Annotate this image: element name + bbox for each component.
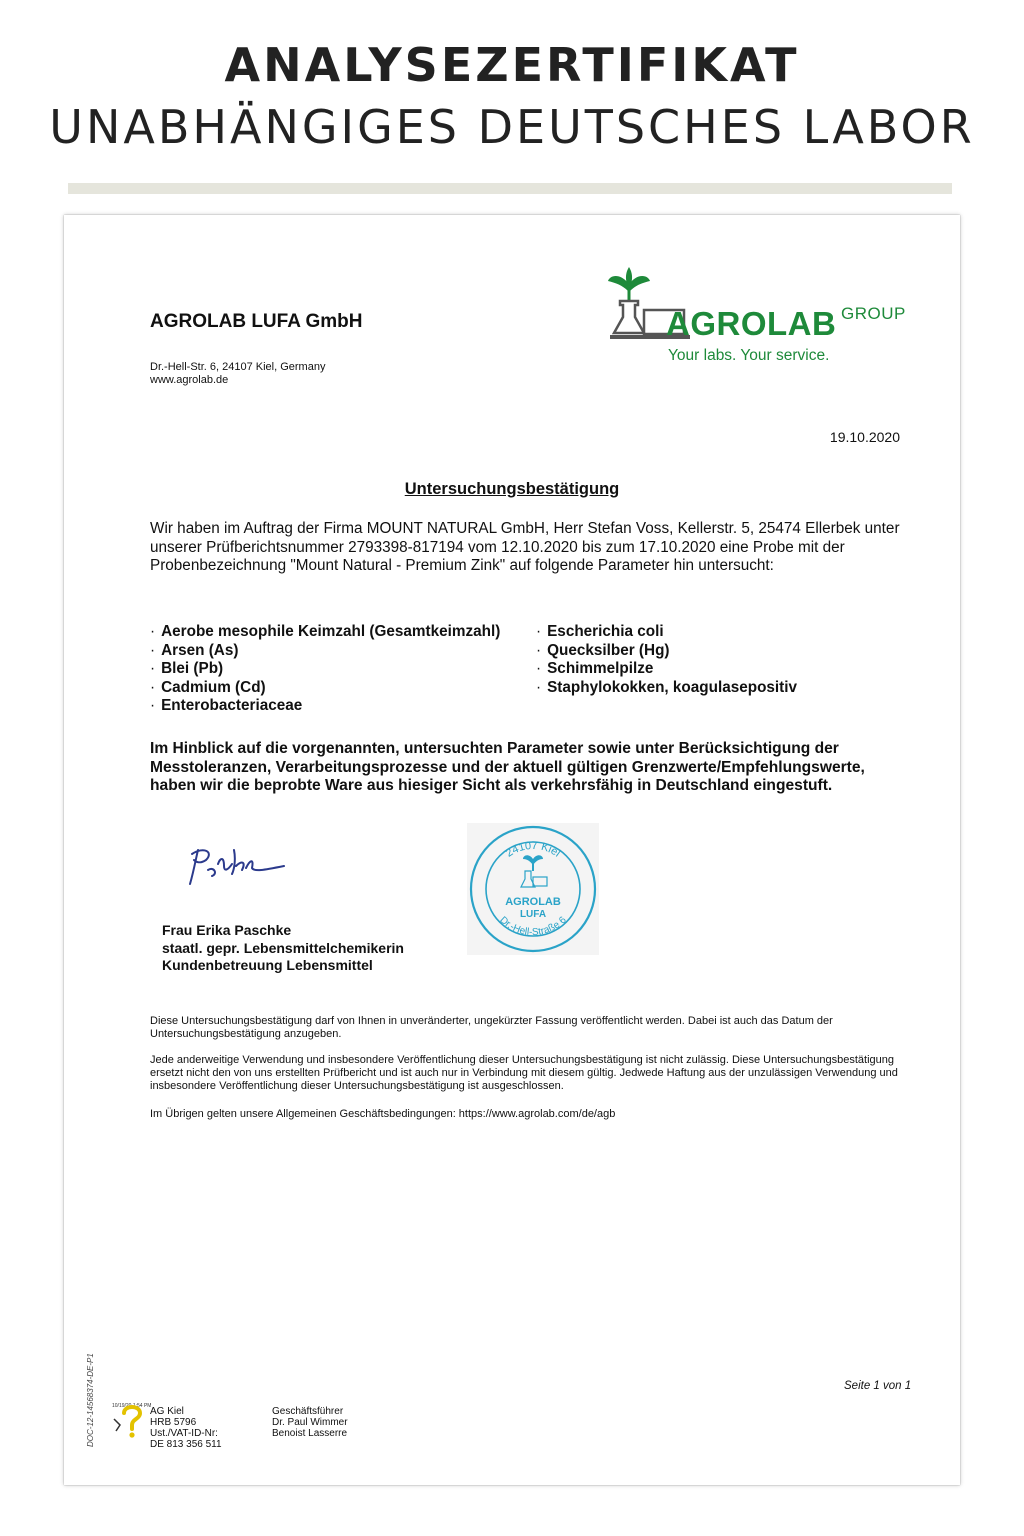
list-item: · Schimmelpilze: [536, 660, 654, 677]
lab-address: [150, 361, 325, 387]
lab-stamp: [467, 823, 599, 955]
logo-group-label: GROUP: [841, 304, 906, 323]
banner-subtitle: UNABHÄNGIGES DEUTSCHES LABOR: [49, 100, 975, 154]
page-number: Seite 1 von 1: [844, 1380, 912, 1392]
list-item: · Blei (Pb): [150, 660, 224, 677]
fineprint-terms: Im Übrigen gelten unsere Allgemeinen Geschäftsbedingungen: https://www.agrolab.com/de/agb: [150, 1108, 616, 1120]
bullet-icon: ·: [150, 641, 156, 659]
signer-block: [162, 922, 404, 975]
list-item: · Enterobacteriaceae: [150, 697, 303, 714]
list-item: · Cadmium (Cd): [150, 678, 266, 696]
document-heading: Untersuchungsbestätigung: [404, 480, 620, 498]
bullet-icon: ·: [536, 641, 542, 659]
list-item: · Staphylokokken, koagulasepositiv: [536, 678, 798, 696]
stamp-center-line2: LUFA: [519, 909, 547, 920]
bullet-icon: ·: [536, 623, 542, 640]
stamp-top-text: 24107 Kiel: [503, 839, 563, 860]
certificate-page: [64, 215, 960, 1485]
bullet-icon: ·: [536, 660, 542, 677]
bullet-icon: ·: [150, 660, 156, 677]
stamp-center-line1: AGROLAB: [505, 896, 561, 908]
conclusion-paragraph: Im Hinblick auf die vorgenannten, untersuchten Parameter sowie unter Berücksichtigung der Messtoleranzen, Verarbeitungsprozesse und der aktuell gültigen Grenzwerte/Empfehlungswerte, haben wir die beprobte Ware aus hiesiger Sicht als verkehrsfähig in Deutschland eingestuft.: [150, 740, 865, 794]
signer-title: staatl. gepr. Lebensmittelchemikerin: [162, 939, 404, 956]
parameter-list-right: [536, 623, 797, 697]
parameter-list-left: [150, 623, 500, 716]
handwritten-signature: [180, 840, 300, 890]
bullet-icon: ·: [150, 623, 156, 640]
signer-department: Kundenbetreuung Lebensmittel: [162, 957, 373, 973]
logo-wordmark: AGROLAB: [666, 305, 837, 342]
list-item: · Arsen (As): [150, 641, 239, 659]
intro-paragraph: Wir haben im Auftrag der Firma MOUNT NATURAL GmbH, Herr Stefan Voss, Kellerstr. 5, 25474 Ellerbek unter unserer Prüfberichtsnummer 2793398-817194 vom 12.10.2020 bis zum 17.10.2020 eine Probe mit der Probenbezeichnung "Mount Natural - Premium Zink" auf folgende Parameter hin untersucht:: [150, 520, 900, 574]
lab-website: www.agrolab.de: [150, 374, 229, 386]
list-item: · Escherichia coli: [536, 623, 664, 640]
footer-registry: AG Kiel HRB 5796 Ust./VAT-ID-Nr: DE 813 356 511: [150, 1406, 222, 1450]
bullet-icon: ·: [150, 697, 156, 714]
lab-company-name: AGROLAB LUFA GmbH: [150, 311, 363, 332]
footer-management: Geschäftsführer Dr. Paul Wimmer Benoist Lasserre: [272, 1406, 348, 1439]
signer-name: Frau Erika Paschke: [162, 922, 292, 938]
bullet-icon: ·: [536, 678, 542, 696]
logo-tagline: Your labs. Your service.: [668, 347, 830, 364]
bullet-icon: ·: [150, 678, 156, 696]
banner-divider: [68, 183, 952, 194]
fineprint-publication: Diese Untersuchungsbestätigung darf von Ihnen in unveränderter, ungekürzter Fassung veröffentlicht werden. Dabei ist auch das Datum der Untersuchungsbestätigung anzugeben.: [150, 1015, 833, 1040]
stamp-bottom-text: Dr.-Hell-Straße 6: [497, 914, 569, 939]
print-timestamp: 10/19/20 1:54 PM: [112, 1403, 152, 1409]
quality-seal-icon: [112, 1401, 148, 1441]
document-code: DOC-12-14568374-DE-P1: [86, 1353, 95, 1447]
list-item: · Quecksilber (Hg): [536, 641, 670, 659]
fineprint-restriction: Jede anderweitige Verwendung und insbesondere Veröffentlichung dieser Untersuchungsbestätigung ist nicht zulässig. Diese Untersuchungsbestätigung ersetzt nicht den von uns erstellten Prüfbericht und ist auch nur in Verbindung mit diesem gültig. Jedwede Haftung aus der unzulässigen Verwendung und insbesondere Veröffentlichung dieser Untersuchungsbestätigung ist ausgeschlossen.: [150, 1054, 898, 1092]
banner-title: ANALYSEZERTIFIKAT: [224, 38, 800, 92]
list-item: · Aerobe mesophile Keimzahl (Gesamtkeimzahl): [150, 623, 501, 640]
lab-address-street: Dr.-Hell-Str. 6, 24107 Kiel, Germany: [150, 361, 326, 373]
document-date: 19.10.2020: [829, 429, 900, 445]
